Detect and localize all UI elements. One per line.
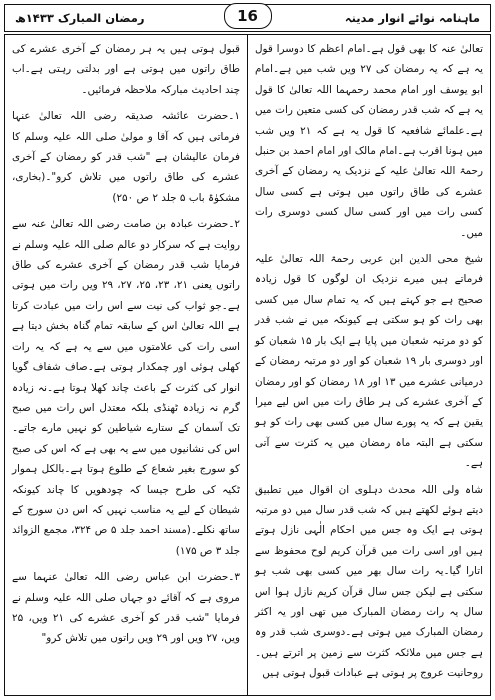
page-number: 16 bbox=[224, 3, 272, 29]
issue-date: رمضان المبارک ۱۴۳۳ھ bbox=[15, 11, 145, 25]
paragraph: ۳۔حضرت ابن عباس رضی اللہ تعالیٰ عنہما سے مروی ہے کہ آقائے دو جہاں صلی اللہ علیہ وسلم نے فرمایا "شب قدر کو آخری عشرے کی ۲۱ ویں، ۲۵ ویں، ۲۷ ویں اور ۲۹ ویں راتوں میں تلاش کرو" bbox=[12, 571, 240, 645]
column-divider bbox=[247, 35, 248, 695]
paragraph: تعالیٰ عنہ کا بھی قول ہے۔امام اعظم کا دوسرا قول یہ ہے کہ یہ رمضان کی ۲۷ ویں شب میں ہے۔امام ابو یوسف اور امام محمد رحمہما اللہ تعالیٰ کا قول یہ ہے کہ شب قدر رمضان کی کسی متعین رات میں ہے۔علمائے شافعیہ کا قول یہ ہے کہ ۲۱ ویں شب میں ہونا اقرب ہے۔امام مالک اور امام احمد بن حنبل رحمۃ اللہ تعالیٰ علیہ کے نزدیک یہ رمضان کے آخری عشرے کی طاق راتوں میں ہوتی ہے کسی سال کسی رات میں اور کسی سال کسی دوسری رات میں۔ bbox=[255, 43, 483, 239]
magazine-title: ماہنامہ نوائے انوار مدینہ bbox=[344, 11, 480, 25]
right-column bbox=[248, 35, 490, 695]
paragraph: ۲۔حضرت عبادہ بن صامت رضی اللہ تعالیٰ عنہ سے روایت ہے کہ سرکار دو عالم صلی اللہ علیہ وسلم نے فرمایا شب قدر رمضان کے آخری عشرے کی طاق راتوں یعنی ۲۱، ۲۳، ۲۵، ۲۷، ۲۹ ویں رات میں ہوتی ہے۔جو ثواب کی نیت سے اس رات میں عبادت کرتا ہے اللہ تعالیٰ اس کے سابقہ تمام گناہ بخش دیتا ہے اسی رات کی علامتوں میں سے یہ ہے کہ یہ رات کھلی ہوئی اور چمکدار ہوتی ہے۔صاف شفاف گویا انوار کی کثرت کے باعث چاند کھلا ہوتا ہے۔نہ زیادہ گرم نہ زیادہ ٹھنڈی بلکہ معتدل اس رات میں صبح تک آسمان کے ستارے شیاطین کو نہیں مارے جاتے۔اس کی نشانیوں میں سے یہ بھی ہے کہ اس کی صبح کو سورج بغیر شعاع کے طلوع ہوتا ہے۔بالکل ہموار ٹکیہ کی طرح جیسا کہ چودھویں کا چاند کیونکہ شیطان کے لیے یہ مناسب نہیں کہ اس دن سورج کے ساتھ نکلے۔(مسند احمد جلد ۵ ص ۳۲۴، مجمع الزوائد جلد ۳ ص ۱۷۵) bbox=[12, 218, 240, 557]
paragraph: ۱۔حضرت عائشہ صدیقہ رضی اللہ تعالیٰ عنہا فرماتی ہیں کہ آقا و مولیٰ صلی اللہ علیہ وسلم کا فرمان عالیشان ہے "شب قدر کو رمضان کے آخری عشرے کی طاق راتوں میں تلاش کرو"۔(بخاری، مشکوٰۃ باب ۵ جلد ۲ ص ۲۵۰) bbox=[12, 110, 240, 204]
paragraph: شیخ محی الدین ابن عربی رحمۃ اللہ تعالیٰ علیہ فرماتے ہیں میرے نزدیک ان لوگوں کا قول زیادہ صحیح ہے جو کہتے ہیں کہ یہ تمام سال میں کسی بھی رات کو ہو سکتی ہے کیونکہ میں نے شب قدر کو دو مرتبہ شعبان میں پایا ہے ایک بار ۱۵ شعبان کو اور دوسری بار ۱۹ شعبان کو اور دو مرتبہ رمضان کے درمیانی عشرے میں ۱۳ اور ۱۸ رمضان کو اور رمضان کے آخری عشرے کی ہر طاق رات میں اس لیے میرا یقین ہے کہ یہ پورے سال میں کسی بھی رات کو ہو سکتی ہے البتہ ماہ رمضان میں یہ کثرت سے آتی ہے۔ bbox=[255, 253, 484, 470]
left-column bbox=[5, 35, 247, 695]
article-body bbox=[4, 34, 491, 696]
paragraph: شاہ ولی اللہ محدث دہلوی ان اقوال میں تطبیق دیتے ہوئے لکھتے ہیں کہ شب قدر سال میں دو مرتبہ ہوتی ہے ایک وہ جس میں احکام الٰہی نازل ہوتے ہیں اور اسی رات میں قرآن کریم لوح محفوظ سے اتارا گیا۔یہ رات سال بھر میں کسی بھی شب ہو سکتی ہے لیکن جس سال قرآن کریم نازل ہوا اس سال یہ رات رمضان المبارک میں تھی اور یہ اکثر رمضان المبارک میں ہوتی ہے۔دوسری شب قدر وہ ہے جس میں ملائکہ کثرت سے زمین پر اترتے ہیں۔روحانیت عروج پر ہوتی ہے عبادات قبول ہوتی ہیں bbox=[255, 483, 483, 680]
paragraph: قبول ہوتی ہیں یہ ہر رمضان کے آخری عشرے کی طاق راتوں میں ہوتی ہے اور بدلتی رہتی ہے۔اب چند احادیث مبارکہ ملاحظہ فرمائیں۔ bbox=[12, 43, 240, 96]
